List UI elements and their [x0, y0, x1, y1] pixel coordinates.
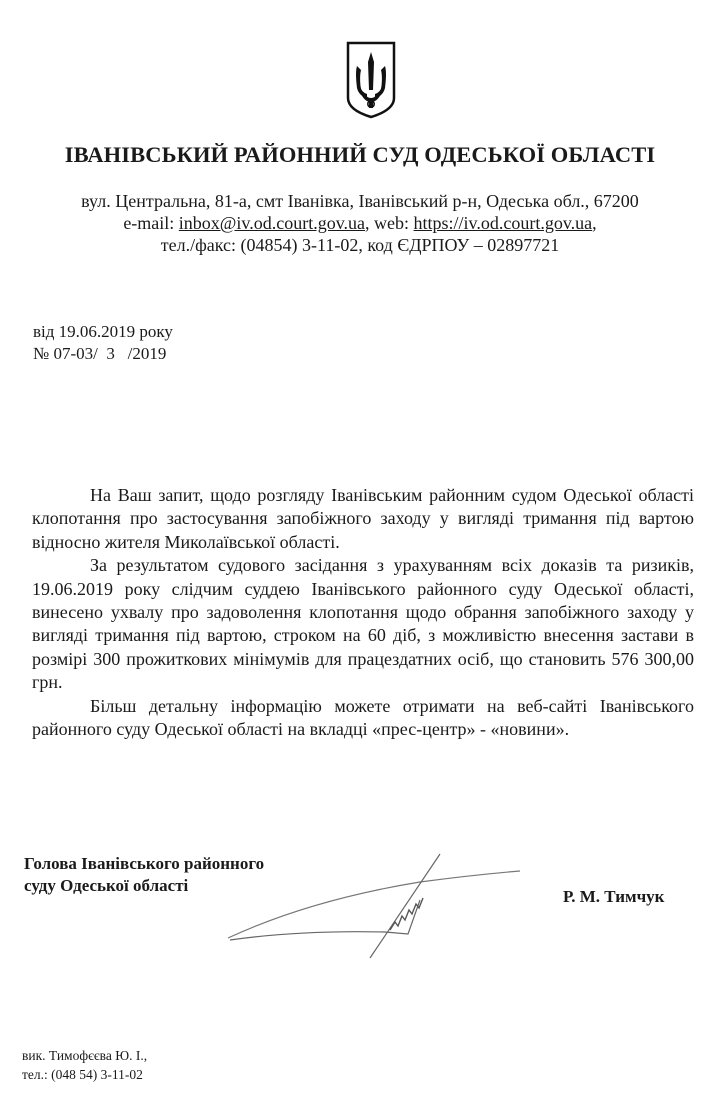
email-link[interactable]: inbox@iv.od.court.gov.ua	[178, 213, 366, 233]
body-paragraph: На Ваш запит, щодо розгляду Іванівським районним судом Одеської області клопотання про застосування запобіжного заходу у вигляді тримання під вартою відносно жителя Миколаївської області.	[32, 485, 694, 552]
letter-body	[32, 484, 694, 741]
email-label: e-mail:	[123, 213, 179, 233]
executor-name: вик. Тимофєєва Ю. І.,	[22, 1048, 148, 1063]
court-address: вул. Центральна, 81-а, смт Іванівка, Іванівський р-н, Одеська обл., 67200	[81, 191, 639, 211]
court-name-heading: ІВАНІВСЬКИЙ РАЙОННИЙ СУД ОДЕСЬКОЇ ОБЛАСТІ	[64, 142, 656, 167]
web-suffix: ,	[592, 213, 597, 233]
signatory-name: Р. М. Тимчук	[563, 887, 665, 906]
trident-coat-of-arms-icon	[345, 40, 397, 120]
document-date: від 19.06.2019 року	[33, 322, 173, 341]
body-paragraph: За результатом судового засідання з урахуванням всіх доказів та ризиків, 19.06.2019 року слідчим суддею Іванівського районного суду Одеської області, винесено ухвалу про задоволення клопотання щодо обрання запобіжного заходу у вигляді тримання під вартою, строком на 60 діб, з можливістю внесення застави в розмірі 300 прожиткових мінімумів для працездатних осіб, що становить 576 300,00 грн.	[32, 555, 694, 693]
signatory-title-line: суду Одеської області	[24, 876, 189, 895]
handwritten-signature	[220, 850, 520, 960]
signatory-title-line: Голова Іванівського районного	[24, 854, 265, 873]
web-link[interactable]: https://iv.od.court.gov.ua	[413, 213, 593, 233]
web-label: , web:	[365, 213, 414, 233]
document-number: № 07-03/ 3 /2019	[33, 344, 167, 363]
court-phone: тел./факс: (04854) 3-11-02, код ЄДРПОУ – 02897721	[160, 235, 560, 255]
body-paragraph: Більш детальну інформацію можете отримати на веб-сайті Іванівського районного суду Одеської області на вкладці «прес-центр» - «новини».	[32, 695, 694, 740]
court-contacts	[0, 212, 720, 234]
executor-phone: тел.: (048 54) 3-11-02	[22, 1067, 143, 1082]
